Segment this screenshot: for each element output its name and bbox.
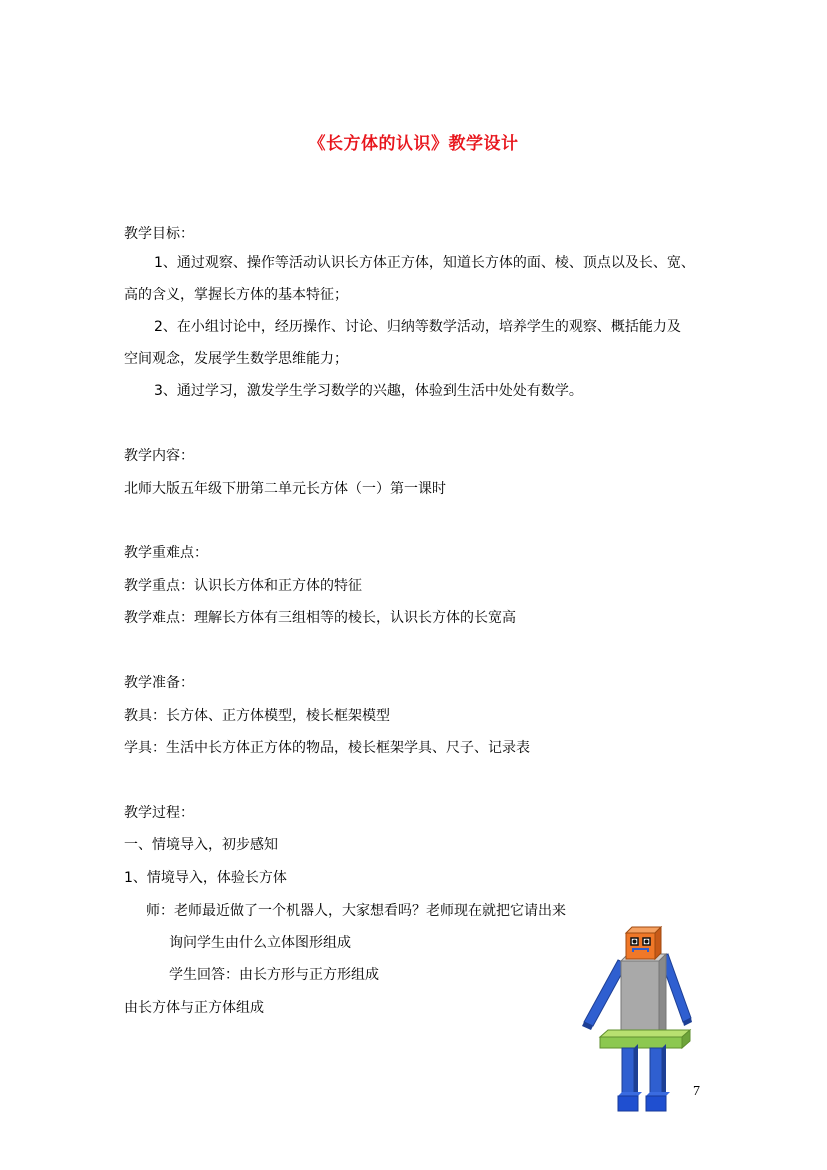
page-title: 《长方体的认识》教学设计	[308, 134, 519, 154]
teacher-line: 师：老师最近做了一个机器人，大家想看吗？老师现在就把它请出来	[146, 903, 566, 919]
preparation-heading: 教学准备：	[124, 675, 194, 691]
robot-head	[626, 933, 655, 959]
content-heading: 教学内容：	[124, 448, 194, 464]
objective-1-line-1: 1、通过观察、操作等活动认识长方体正方体，知道长方体的面、棱、顶点以及长、宽、	[154, 255, 695, 271]
robot-right-leg	[650, 1048, 662, 1096]
robot-left-foot	[618, 1096, 638, 1111]
objectives-heading: 教学目标：	[124, 226, 194, 242]
process-heading: 教学过程：	[124, 805, 194, 821]
ask-line: 询问学生由什么立体图形组成	[169, 935, 351, 951]
robot-left-leg	[622, 1048, 634, 1096]
objective-1-line-2: 高的含义，掌握长方体的基本特征；	[124, 287, 348, 303]
page-number: 7	[693, 1084, 700, 1099]
answer-line: 学生回答：由长方形与正方形组成	[169, 967, 379, 983]
teacher-tools: 教具：长方体、正方体模型，棱长框架模型	[124, 708, 390, 724]
conclusion-line: 由长方体与正方体组成	[124, 1000, 264, 1016]
process-section-1: 一、情境导入，初步感知	[124, 837, 278, 853]
student-tools: 学具：生活中长方体正方体的物品，棱长框架学具、尺子、记录表	[124, 740, 530, 756]
objective-3-line-1: 3、通过学习，激发学生学习数学的兴趣，体验到生活中处处有数学。	[154, 383, 583, 399]
key-difficulty: 教学难点：理解长方体有三组相等的棱长，认识长方体的长宽高	[124, 610, 516, 626]
key-points-heading: 教学重难点：	[124, 545, 208, 561]
content-text: 北师大版五年级下册第二单元长方体（一）第一课时	[124, 481, 446, 497]
robot-body	[621, 961, 659, 1037]
key-focus: 教学重点：认识长方体和正方体的特征	[124, 578, 362, 594]
objective-2-line-2: 空间观念，发展学生数学思维能力；	[124, 351, 348, 367]
robot-belt	[600, 1037, 682, 1048]
objective-2-line-1: 2、在小组讨论中，经历操作、讨论、归纳等数学活动，培养学生的观察、概括能力及	[154, 319, 681, 335]
process-sub-1: 1、情境导入，体验长方体	[124, 870, 287, 886]
robot-illustration	[578, 926, 694, 1116]
robot-right-foot	[646, 1096, 666, 1111]
